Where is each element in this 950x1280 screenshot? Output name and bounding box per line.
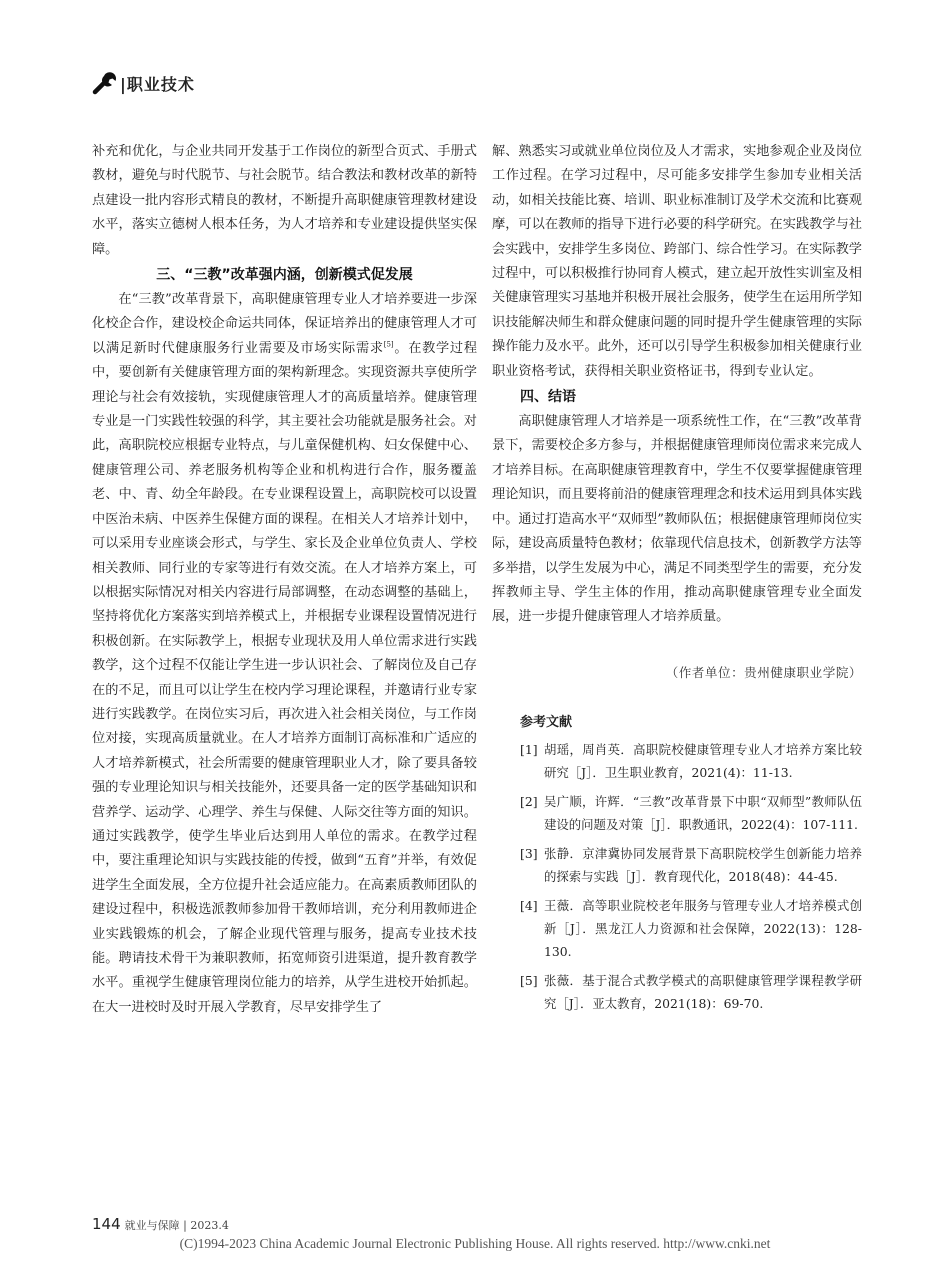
reference-item [520, 738, 862, 784]
reference-number: [1] [520, 741, 538, 757]
reference-item [520, 790, 862, 836]
reference-text: 张薇．基于混合式教学模式的高职健康管理学课程教学研究［J］．亚太教育，2021(18)：69-70. [544, 972, 862, 1011]
paragraph-text: 在“三教”改革背景下，高职健康管理专业人才培养要进一步深化校企合作，建设校企命运共同体，保证培养出的健康管理人才可以满足新时代健康服务行业需要及市场实际需求 [92, 292, 477, 356]
citation-mark: [5] [383, 340, 394, 349]
paragraph: 解、熟悉实习或就业单位岗位及人才需求，实地参观企业及岗位工作过程。在学习过程中，尽可能多安排学生参加专业相关活动，如相关技能比赛、培训、职业标准制订及学术交流和比赛观摩，可以在教师的指导下进行必要的科学研究。在实践教学与社会实践中，安排学生多岗位、跨部门、综合性学习。在实际教学过程中，可以积极推行协同育人模式，建立起开放性实训室及相关健康管理实习基地并积极开展社会服务，使学生在运用所学知识技能解决师生和群众健康问题的同时提升学生健康管理的实际操作能力及水平。此外，还可以引导学生积极参加相关健康行业职业资格考试，获得相关职业资格证书，得到专业认定。 [492, 144, 862, 379]
reference-text: 吴广顺，许辉．“三教”改革背景下中职“双师型”教师队伍建设的问题及对策［J］．职教通讯，2022(4)：107-111. [544, 793, 862, 832]
paragraph: 高职健康管理人才培养是一项系统性工作，在“三教”改革背景下，需要校企多方参与，并根据健康管理师岗位需求来完成人才培养目标。在高职健康管理教育中，学生不仅要掌握健康管理理论知识，而且要将前沿的健康管理理念和技术运用到具体实践中。通过打造高水平“双师型”教师队伍；根据健康管理师岗位实际，建设高质量特色教材；依靠现代信息技术，创新教学方法等多举措，以学生发展为中心，满足不同类型学生的需要，充分发挥教师主导、学生主体的作用，推动高职健康管理专业全面发展，进一步提升健康管理人才培养质量。 [492, 414, 862, 625]
paragraph [92, 288, 477, 1020]
reference-number: [2] [520, 793, 538, 809]
references-list [492, 738, 862, 1015]
page-footer [92, 1215, 229, 1233]
section-heading: 四、结语 [520, 389, 576, 406]
section-heading: 三、“三教”改革强内涵，创新模式促发展 [156, 267, 413, 284]
copyright-line: (C)1994-2023 China Academic Journal Electronic Publishing House. All rights reserved. http://www.cnki.net [179, 1236, 771, 1251]
journal-issue: 就业与保障 | 2023.4 [124, 1219, 229, 1232]
reference-number: [4] [520, 897, 538, 913]
paragraph-text: 。在教学过程中，要创新有关健康管理方面的架构新理念。实现资源共享使所学理论与社会有效接轨，实现健康管理人才的高质量培养。健康管理专业是一门实践性较强的科学，其主要社会功能就是服务社会。对此，高职院校应根据专业特点，与儿童保健机构、妇女保健中心、健康管理公司、养老服务机构等企业和机构进行合作，服务覆盖老、中、青、幼全年龄段。在专业课程设置上，高职院校可以设置中医治未病、中医养生保健方面的课程。在相关人才培养计划中，可以采用专业座谈会形式，与学生、家长及企业单位负责人、学校相关教师、同行业的专家等进行有效交流。在人才培养方案上，可以根据实际情况对相关内容进行局部调整，在动态调整的基础上，坚持将优化方案落实到培养模式上，并根据专业课程设置情况进行积极创新。在实际教学上，根据专业现状及用人单位需求进行实践教学，这个过程不仅能让学生进一步认识社会、了解岗位及自己存在的不足，而且可以让学生在校内学习理论课程，并邀请行业专家进行实践教学。在岗位实习后，再次进入社会相关岗位，与工作岗位对接，实现高质量就业。在人才培养方面制订高标准和广适应的人才培养新模式，社会所需要的健康管理职业人才，除了要具备较强的专业理论知识与相关技能外，还要具备一定的医学基础知识和营养学、运动学、心理学、养生与保健、人际交往等方面的知识。通过实践教学，使学生毕业后达到用人单位的需求。在教学过程中，要注重理论知识与实践技能的传授，做到“五育”并举，有效促进学生全面发展，全方位提升社会适应能力。在高素质教师团队的建设过程中，积极选派教师参加骨干教师培训，充分利用教师进企业实践锻炼的机会，了解企业现代管理与服务，提高专业技术技能。聘请技术骨干为兼职教师，拓宽师资引进渠道，提升教育教学水平。重视学生健康管理岗位能力的培养，从学生进校开始抓起。在大一进校时及时开展入学教育，尽早安排学生了 [92, 340, 478, 1015]
reference-text: 王薇．高等职业院校老年服务与管理专业人才培养模式创新［J］．黑龙江人力资源和社会保障，2022(13)：128-130. [544, 897, 862, 959]
reference-item [520, 969, 862, 1015]
wrench-icon [92, 71, 118, 95]
paragraph: 补充和优化，与企业共同开发基于工作岗位的新型合页式、手册式教材，避免与时代脱节、与社会脱节。结合教法和教材改革的新特点建设一批内容形式精良的教材，不断提升高职健康管理教材建设水平，落实立德树人根本任务，为人才培养和专业建设提供坚实保障。 [92, 144, 477, 257]
section-title: |职业技术 [120, 74, 195, 94]
author-affiliation: （作者单位：贵州健康职业学院） [665, 664, 862, 680]
reference-text: 张静．京津冀协同发展背景下高职院校学生创新能力培养的探索与实践［J］．教育现代化，2018(48)：44-45. [544, 845, 862, 884]
right-column [492, 140, 862, 1021]
reference-number: [3] [520, 845, 538, 861]
reference-item [520, 842, 862, 888]
reference-item [520, 894, 862, 963]
running-header [92, 68, 195, 98]
left-column [92, 140, 477, 1020]
reference-number: [5] [520, 972, 538, 988]
page-number: 144 [92, 1215, 121, 1233]
reference-text: 胡瑶，周肖英．高职院校健康管理专业人才培养方案比较研究［J］．卫生职业教育，2021(4)：11-13. [544, 741, 862, 780]
references-heading: 参考文献 [520, 714, 573, 730]
